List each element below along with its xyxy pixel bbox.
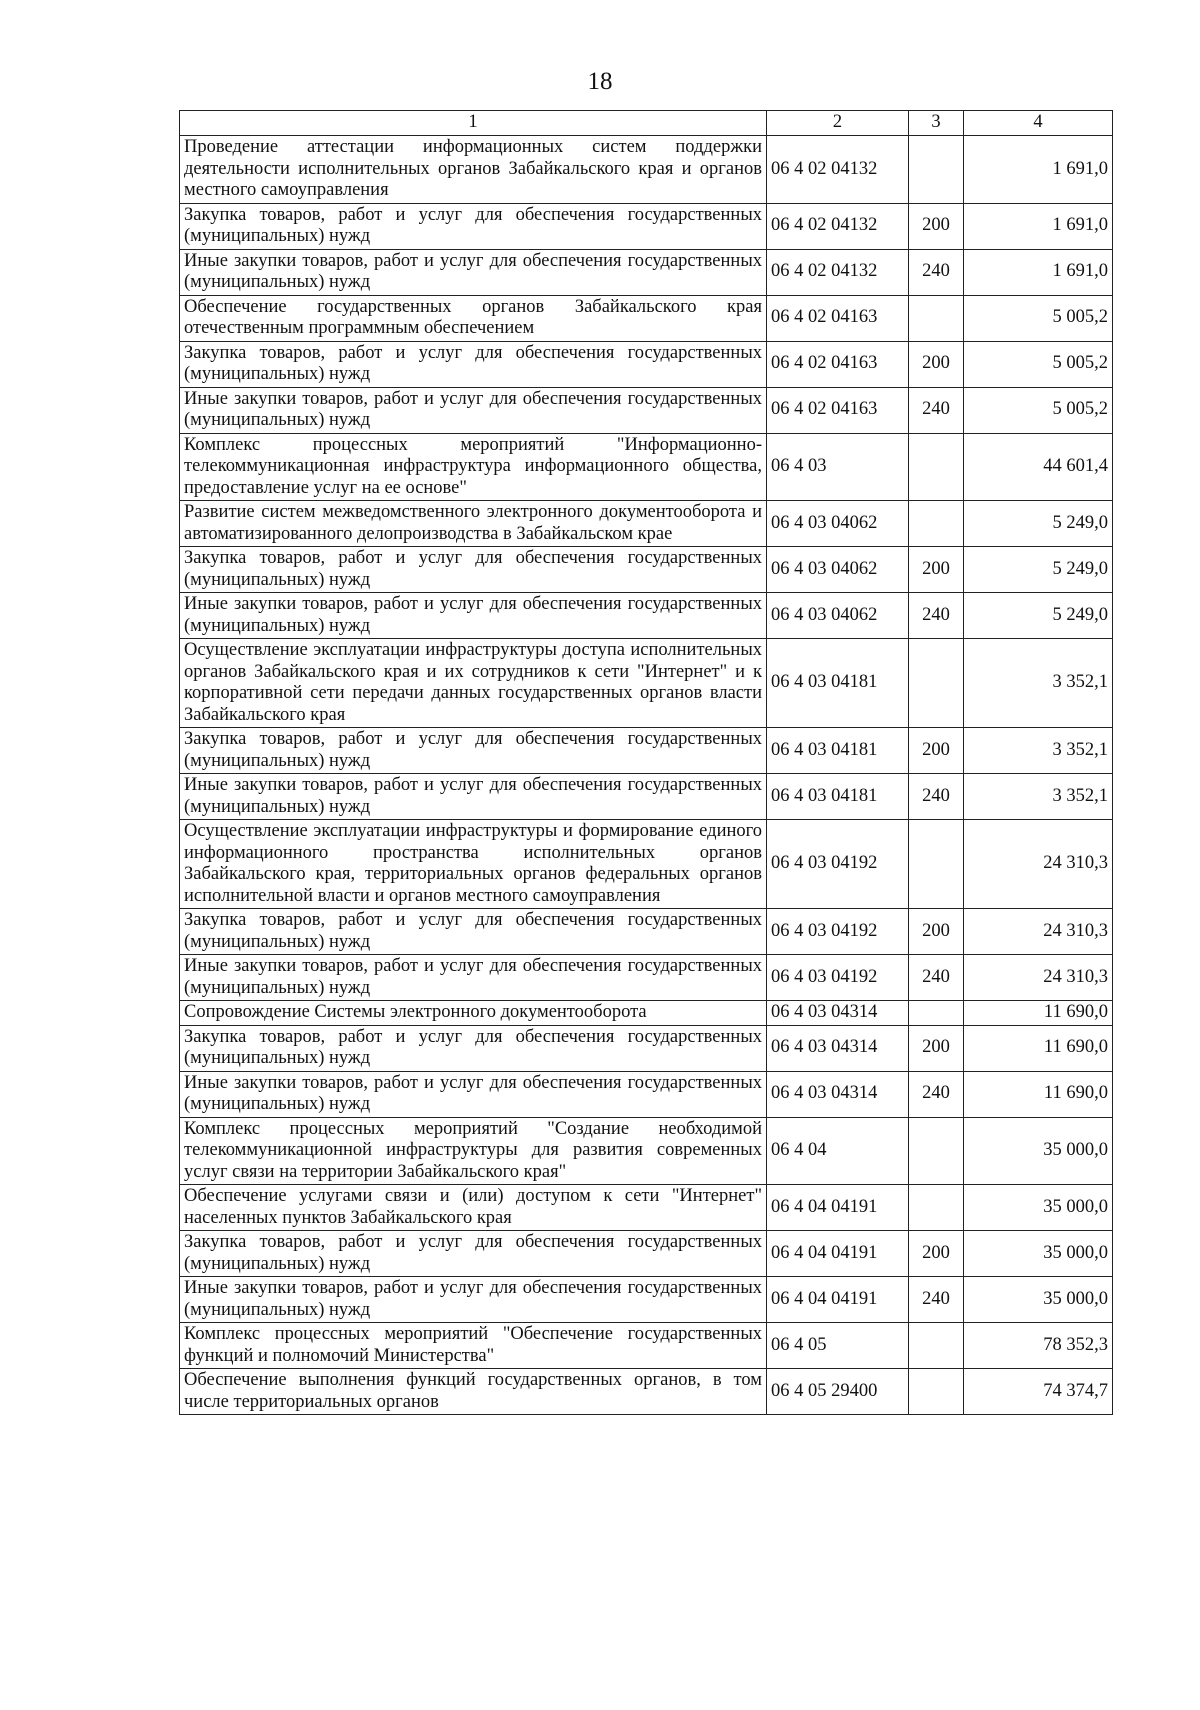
- row-code-cell: 06 4 03 04062: [767, 501, 909, 547]
- row-amount-cell: 74 374,7: [964, 1369, 1113, 1415]
- row-name-cell: Иные закупки товаров, работ и услуг для обеспечения государственных (муниципальных) нужд: [180, 387, 767, 433]
- row-type-cell: [909, 1369, 964, 1415]
- row-amount-cell: 24 310,3: [964, 955, 1113, 1001]
- budget-table: [179, 110, 1113, 1415]
- row-type-cell: 200: [909, 203, 964, 249]
- row-amount-cell: 3 352,1: [964, 639, 1113, 728]
- row-amount-cell: 35 000,0: [964, 1231, 1113, 1277]
- row-amount-cell: 5 249,0: [964, 547, 1113, 593]
- row-amount-cell: 3 352,1: [964, 774, 1113, 820]
- table-row: [180, 1025, 1113, 1071]
- row-type-cell: 240: [909, 955, 964, 1001]
- row-name-cell: Закупка товаров, работ и услуг для обеспечения государственных (муниципальных) нужд: [180, 909, 767, 955]
- row-amount-cell: 11 690,0: [964, 1025, 1113, 1071]
- row-name-cell: Иные закупки товаров, работ и услуг для обеспечения государственных (муниципальных) нужд: [180, 1277, 767, 1323]
- table-row: [180, 341, 1113, 387]
- row-code-cell: 06 4 03 04062: [767, 547, 909, 593]
- table-row: [180, 1001, 1113, 1026]
- row-amount-cell: 5 005,2: [964, 295, 1113, 341]
- row-amount-cell: 11 690,0: [964, 1071, 1113, 1117]
- row-name-cell: Развитие систем межведомственного электронного документооборота и автоматизированного делопроизводства в Забайкальском крае: [180, 501, 767, 547]
- table-row: [180, 387, 1113, 433]
- row-name-cell: Закупка товаров, работ и услуг для обеспечения государственных (муниципальных) нужд: [180, 728, 767, 774]
- table-row: [180, 295, 1113, 341]
- row-name-cell: Обеспечение государственных органов Забайкальского края отечественным программным обеспечением: [180, 295, 767, 341]
- row-type-cell: [909, 1185, 964, 1231]
- row-amount-cell: 3 352,1: [964, 728, 1113, 774]
- table-row: [180, 1369, 1113, 1415]
- table-row: [180, 639, 1113, 728]
- table-row: [180, 1071, 1113, 1117]
- table-row: [180, 820, 1113, 909]
- row-type-cell: 200: [909, 1231, 964, 1277]
- row-code-cell: 06 4 02 04163: [767, 295, 909, 341]
- header-col-4: 4: [964, 111, 1113, 136]
- row-type-cell: [909, 1001, 964, 1026]
- row-name-cell: Осуществление эксплуатации инфраструктуры и формирование единого информационного пространства исполнительных органов Забайкальского края, территориальных органов федеральных органов исполнительной власти и органов местного самоуправления: [180, 820, 767, 909]
- row-code-cell: 06 4 04 04191: [767, 1185, 909, 1231]
- row-name-cell: Комплекс процессных мероприятий "Информационно-телекоммуникационная инфраструктура информационного общества, предоставление услуг на ее основе": [180, 433, 767, 501]
- row-amount-cell: 1 691,0: [964, 136, 1113, 204]
- row-name-cell: Обеспечение услугами связи и (или) доступом к сети "Интернет" населенных пунктов Забайкальского края: [180, 1185, 767, 1231]
- row-amount-cell: 35 000,0: [964, 1277, 1113, 1323]
- table-row: [180, 1231, 1113, 1277]
- header-col-2: 2: [767, 111, 909, 136]
- row-amount-cell: 1 691,0: [964, 203, 1113, 249]
- row-type-cell: 240: [909, 1071, 964, 1117]
- row-code-cell: 06 4 03: [767, 433, 909, 501]
- table-row: [180, 955, 1113, 1001]
- table-row: [180, 203, 1113, 249]
- row-name-cell: Комплекс процессных мероприятий "Обеспечение государственных функций и полномочий Министерства": [180, 1323, 767, 1369]
- row-amount-cell: 5 005,2: [964, 387, 1113, 433]
- row-name-cell: Комплекс процессных мероприятий "Создание необходимой телекоммуникационной инфраструктуры для развития современных услуг связи на территории Забайкальского края": [180, 1117, 767, 1185]
- row-code-cell: 06 4 03 04181: [767, 774, 909, 820]
- row-type-cell: [909, 501, 964, 547]
- row-code-cell: 06 4 03 04314: [767, 1071, 909, 1117]
- row-name-cell: Обеспечение выполнения функций государственных органов, в том числе территориальных органов: [180, 1369, 767, 1415]
- row-name-cell: Иные закупки товаров, работ и услуг для обеспечения государственных (муниципальных) нужд: [180, 1071, 767, 1117]
- table-row: [180, 1277, 1113, 1323]
- table-header-row: [180, 111, 1113, 136]
- row-type-cell: [909, 639, 964, 728]
- row-amount-cell: 24 310,3: [964, 820, 1113, 909]
- row-code-cell: 06 4 02 04163: [767, 387, 909, 433]
- row-code-cell: 06 4 02 04132: [767, 136, 909, 204]
- row-name-cell: Иные закупки товаров, работ и услуг для обеспечения государственных (муниципальных) нужд: [180, 249, 767, 295]
- table-row: [180, 1185, 1113, 1231]
- table-body: [180, 136, 1113, 1415]
- row-code-cell: 06 4 05: [767, 1323, 909, 1369]
- row-code-cell: 06 4 03 04314: [767, 1001, 909, 1026]
- row-amount-cell: 5 249,0: [964, 501, 1113, 547]
- row-amount-cell: 5 005,2: [964, 341, 1113, 387]
- row-name-cell: Закупка товаров, работ и услуг для обеспечения государственных (муниципальных) нужд: [180, 1025, 767, 1071]
- table-row: [180, 909, 1113, 955]
- row-type-cell: 200: [909, 909, 964, 955]
- row-code-cell: 06 4 02 04132: [767, 203, 909, 249]
- row-code-cell: 06 4 02 04132: [767, 249, 909, 295]
- row-type-cell: [909, 295, 964, 341]
- table-row: [180, 593, 1113, 639]
- row-type-cell: 240: [909, 1277, 964, 1323]
- row-type-cell: 200: [909, 547, 964, 593]
- row-type-cell: 240: [909, 774, 964, 820]
- row-code-cell: 06 4 04 04191: [767, 1231, 909, 1277]
- row-name-cell: Закупка товаров, работ и услуг для обеспечения государственных (муниципальных) нужд: [180, 341, 767, 387]
- table-row: [180, 1323, 1113, 1369]
- row-code-cell: 06 4 03 04192: [767, 820, 909, 909]
- row-code-cell: 06 4 03 04314: [767, 1025, 909, 1071]
- table-row: [180, 774, 1113, 820]
- row-code-cell: 06 4 04 04191: [767, 1277, 909, 1323]
- row-code-cell: 06 4 03 04192: [767, 909, 909, 955]
- table-row: [180, 249, 1113, 295]
- row-type-cell: [909, 1323, 964, 1369]
- header-col-3: 3: [909, 111, 964, 136]
- row-type-cell: 200: [909, 341, 964, 387]
- row-name-cell: Проведение аттестации информационных систем поддержки деятельности исполнительных органов Забайкальского края и органов местного самоуправления: [180, 136, 767, 204]
- row-type-cell: 240: [909, 593, 964, 639]
- row-type-cell: [909, 136, 964, 204]
- table-row: [180, 547, 1113, 593]
- row-type-cell: [909, 820, 964, 909]
- table-row: [180, 1117, 1113, 1185]
- row-amount-cell: 44 601,4: [964, 433, 1113, 501]
- row-amount-cell: 5 249,0: [964, 593, 1113, 639]
- row-type-cell: [909, 1117, 964, 1185]
- table-row: [180, 501, 1113, 547]
- row-name-cell: Закупка товаров, работ и услуг для обеспечения государственных (муниципальных) нужд: [180, 547, 767, 593]
- row-name-cell: Закупка товаров, работ и услуг для обеспечения государственных (муниципальных) нужд: [180, 1231, 767, 1277]
- row-name-cell: Закупка товаров, работ и услуг для обеспечения государственных (муниципальных) нужд: [180, 203, 767, 249]
- row-name-cell: Иные закупки товаров, работ и услуг для обеспечения государственных (муниципальных) нужд: [180, 774, 767, 820]
- row-amount-cell: 11 690,0: [964, 1001, 1113, 1026]
- row-amount-cell: 1 691,0: [964, 249, 1113, 295]
- row-amount-cell: 24 310,3: [964, 909, 1113, 955]
- row-code-cell: 06 4 03 04181: [767, 639, 909, 728]
- row-code-cell: 06 4 02 04163: [767, 341, 909, 387]
- row-code-cell: 06 4 03 04192: [767, 955, 909, 1001]
- page-number: 18: [587, 68, 613, 95]
- table-row: [180, 136, 1113, 204]
- row-code-cell: 06 4 04: [767, 1117, 909, 1185]
- row-amount-cell: 35 000,0: [964, 1185, 1113, 1231]
- row-code-cell: 06 4 03 04181: [767, 728, 909, 774]
- row-amount-cell: 35 000,0: [964, 1117, 1113, 1185]
- row-type-cell: [909, 433, 964, 501]
- header-col-1: 1: [180, 111, 767, 136]
- row-type-cell: 240: [909, 387, 964, 433]
- row-amount-cell: 78 352,3: [964, 1323, 1113, 1369]
- table-row: [180, 433, 1113, 501]
- row-name-cell: Осуществление эксплуатации инфраструктуры доступа исполнительных органов Забайкальского края и их сотрудников к сети "Интернет" и к корпоративной сети передачи данных государственных органов власти Забайкальского края: [180, 639, 767, 728]
- table-row: [180, 728, 1113, 774]
- row-name-cell: Иные закупки товаров, работ и услуг для обеспечения государственных (муниципальных) нужд: [180, 593, 767, 639]
- row-type-cell: 200: [909, 1025, 964, 1071]
- row-name-cell: Сопровождение Системы электронного документооборота: [180, 1001, 767, 1026]
- row-code-cell: 06 4 03 04062: [767, 593, 909, 639]
- row-name-cell: Иные закупки товаров, работ и услуг для обеспечения государственных (муниципальных) нужд: [180, 955, 767, 1001]
- row-type-cell: 240: [909, 249, 964, 295]
- row-type-cell: 200: [909, 728, 964, 774]
- row-code-cell: 06 4 05 29400: [767, 1369, 909, 1415]
